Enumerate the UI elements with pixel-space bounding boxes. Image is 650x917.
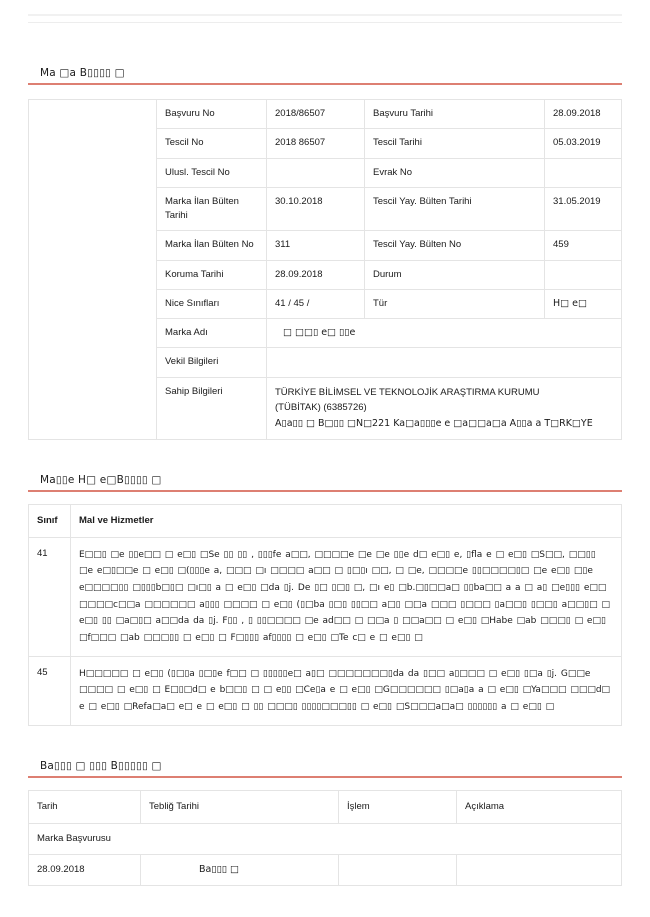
field-label: Marka İlan Bülten No xyxy=(157,231,267,260)
field-label: Durum xyxy=(365,260,545,289)
field-value xyxy=(545,158,622,187)
field-value: 2018 86507 xyxy=(267,129,365,158)
field-label-agent: Vekil Bilgileri xyxy=(157,348,267,377)
field-label: Tür xyxy=(365,289,545,318)
field-value-owner xyxy=(267,377,622,439)
field-value: 05.03.2019 xyxy=(545,129,622,158)
field-label: Koruma Tarihi xyxy=(157,260,267,289)
table-row xyxy=(29,656,622,725)
table-row xyxy=(29,537,622,656)
field-value-agent xyxy=(267,348,622,377)
trademark-info-table xyxy=(28,99,622,440)
field-label: Tescil Yay. Bülten Tarihi xyxy=(365,187,545,231)
class-number: 45 xyxy=(29,656,71,725)
section-heading-history: Ba▯▯▯ □ ▯▯▯ B▯▯▯▯▯ □ xyxy=(28,760,622,778)
column-header-class: Sınıf xyxy=(29,504,71,537)
table-row xyxy=(29,855,622,886)
table-header-row xyxy=(29,504,622,537)
field-value: 30.10.2018 xyxy=(267,187,365,231)
column-header-action: İşlem xyxy=(339,790,457,823)
page-top-rule-thick xyxy=(28,14,622,16)
field-value xyxy=(545,260,622,289)
field-value: 311 xyxy=(267,231,365,260)
column-header-description: Açıklama xyxy=(457,790,622,823)
table-group-row xyxy=(29,823,622,854)
class-description: H□□□□□ □ e□▯ (▯□▯a ▯□▯e f□□ □ ▯▯▯▯▯e□ a▯□ □□□□□□□▯da da ▯□□ a▯□□□ □ e□▯ ▯□a ▯j. G□□e □□□□ □ e□▯ □ E□▯□d□ e b□□▯ □ □ e▯▯ □Ce▯a e □ e□▯ □G□□□□□□ ▯□a▯a a □ e□▯ □Ya□□□ □□□d□ e □ e□▯ □Refa□a□ e□ e □ e□▯ □ ▯▯ □□□▯ ▯▯▯▯□□□▯▯ □ e□▯ □S□□□a□a□ ▯▯▯▯▯▯ a □ e□▯ □ xyxy=(71,656,622,725)
field-value-brand-name: □ □□▯ e□ ▯▯e xyxy=(267,319,622,348)
table-row xyxy=(29,100,622,129)
owner-address-line: A▯a▯▯ □ B□▯▯ □N□221 Ka□a▯▯▯e e □a□□a□a A▯▯a a T□RK□YE xyxy=(275,417,593,429)
field-label: Nice Sınıfları xyxy=(157,289,267,318)
table-header-row xyxy=(29,790,622,823)
owner-id-line: (TÜBİTAK) (6385726) xyxy=(275,402,367,414)
section-heading-goods-services: Ma▯▯e H□ e□B▯▯▯▯ □ xyxy=(28,474,622,492)
goods-services-table xyxy=(28,504,622,726)
field-value: 41 / 45 / xyxy=(267,289,365,318)
field-value: 31.05.2019 xyxy=(545,187,622,231)
history-date: 28.09.2018 xyxy=(29,855,141,886)
history-table xyxy=(28,790,622,887)
field-label: Tescil Yay. Bülten No xyxy=(365,231,545,260)
field-label: Başvuru Tarihi xyxy=(365,100,545,129)
history-description xyxy=(457,855,622,886)
owner-name-line: TÜRKİYE BİLİMSEL VE TEKNOLOJİK ARAŞTIRMA KURUMU xyxy=(275,386,540,398)
field-label-owner: Sahip Bilgileri xyxy=(157,377,267,439)
field-label: Evrak No xyxy=(365,158,545,187)
field-label: Tescil No xyxy=(157,129,267,158)
field-value: 459 xyxy=(545,231,622,260)
field-value: H□ e□ xyxy=(545,289,622,318)
column-header-date: Tarih xyxy=(29,790,141,823)
column-header-goods: Mal ve Hizmetler xyxy=(71,504,622,537)
history-notify-date: Ba▯▯▯ □ xyxy=(141,855,339,886)
section-heading-trademark-info: Ma □a B▯▯▯▯ □ xyxy=(28,67,622,85)
field-value: 28.09.2018 xyxy=(267,260,365,289)
field-label: Tescil Tarihi xyxy=(365,129,545,158)
field-value: 28.09.2018 xyxy=(545,100,622,129)
field-label-brand-name: Marka Adı xyxy=(157,319,267,348)
class-number: 41 xyxy=(29,537,71,656)
history-action xyxy=(339,855,457,886)
column-header-notify: Tebliğ Tarihi xyxy=(141,790,339,823)
field-label: Marka İlan Bülten Tarihi xyxy=(157,187,267,231)
field-value xyxy=(267,158,365,187)
page-top-rule-thin xyxy=(28,22,622,23)
class-description: E□□▯ □e ▯▯e□□ □ e□▯ □Se ▯▯ ▯▯ , ▯▯▯fe a□□, □□□□e □e □e ▯▯e d□ e□▯ e, ▯fla e □ e□▯ □S□□, □□▯▯ □e e□▯□□e □ e□▯ □(▯▯▯e a, □□□ □ı □□□□ a□□ □ ▯□▯ı □□, □ □e, □□□□e ▯▯□□□□▯□ □e e□▯ □▯e e□□□□▯▯ □▯▯▯b□▯□ □ı□▯ a □ e□▯ □da ▯j. De ▯□ ▯□▯ □, □ı e▯ □b.□▯□□a□ ▯▯ba□□ a a □ a▯ □e▯▯▯ e□□ □□□□c□□a □□□□□□ a▯▯▯ □□□□ □ e□▯ (▯□ba ▯□▯ ▯▯□□ a□▯ □□a □□□ ▯□□□ ▯a□□▯ ▯□□▯ a□□▯□ □ e□▯ ▯▯ □a□▯□ a□□da da ▯j. F▯▯ , ▯ ▯▯□□□□ □e ad□□ □ □□a ▯ □□a□□ □ e□▯ □Habe □ab □□□▯ □ e□▯ □f□□□ □ab □□□▯▯ □ e□▯ □ F□▯▯▯ af▯▯▯▯ □ e□▯ □Te c□ e □ e□▯ □ xyxy=(71,537,622,656)
field-label: Başvuru No xyxy=(157,100,267,129)
trademark-image-cell xyxy=(29,100,157,440)
field-label: Ulusl. Tescil No xyxy=(157,158,267,187)
field-value: 2018/86507 xyxy=(267,100,365,129)
history-group-label: Marka Başvurusu xyxy=(29,823,622,854)
